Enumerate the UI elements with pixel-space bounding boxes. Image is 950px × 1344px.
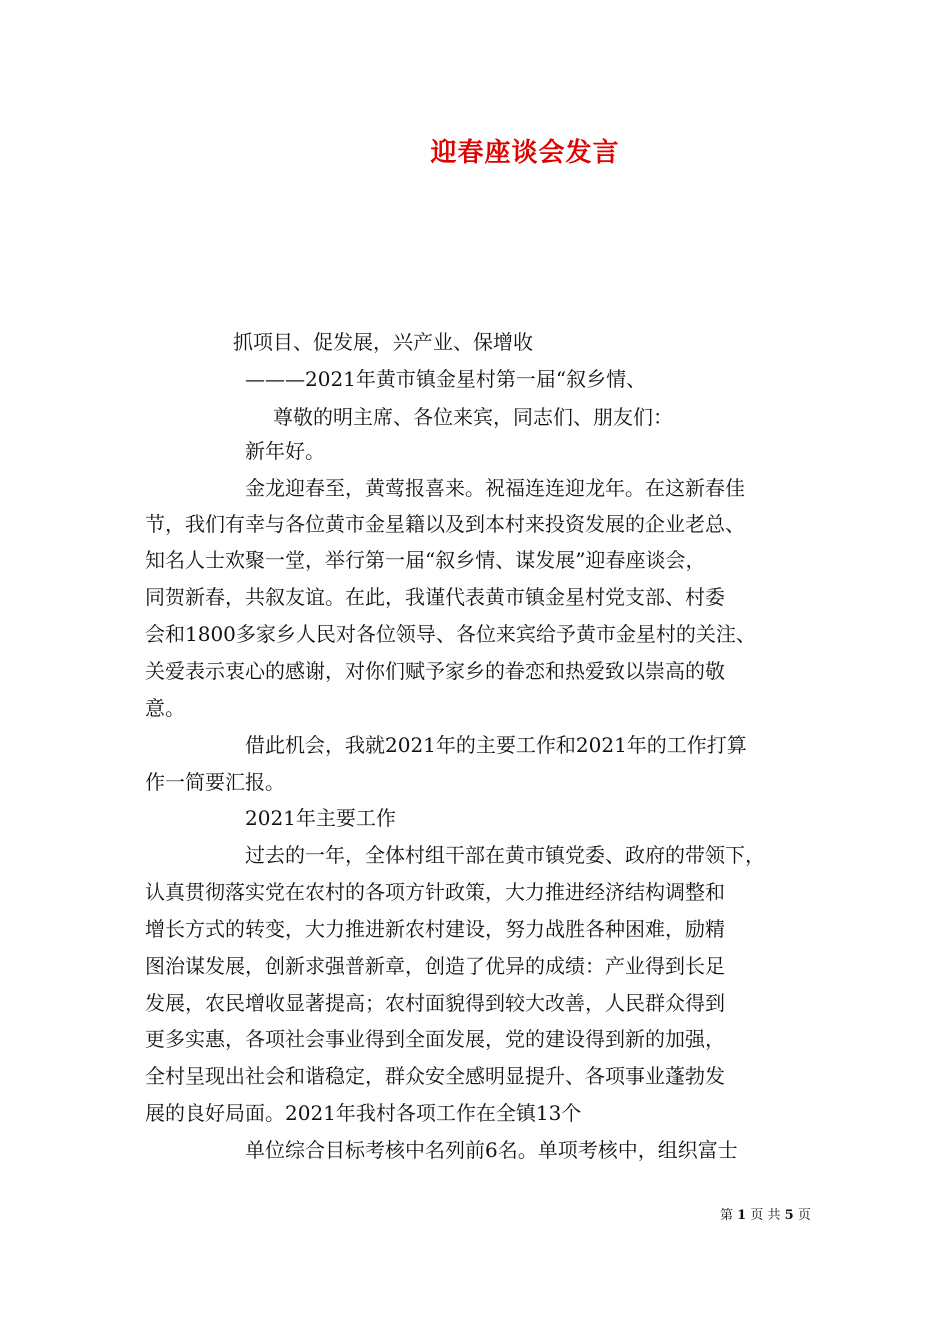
text-line-13: 作一简要汇报。 bbox=[145, 770, 285, 794]
text-line-5: 金龙迎春至，黄莺报喜来。祝福连连迎龙年。在这新春佳 bbox=[245, 476, 745, 500]
text-line-2: ———2021年黄市镇金星村第一届“叙乡情、 bbox=[245, 367, 647, 391]
footer-middle: 页 共 bbox=[750, 1208, 781, 1223]
document-title: 迎春座谈会发言 bbox=[430, 138, 620, 168]
text-line-19: 发展，农民增收显著提高；农村面貌得到较大改善，人民群众得到 bbox=[145, 991, 725, 1015]
text-line-1: 抓项目、促发展，兴产业、保增收 bbox=[233, 330, 533, 354]
text-line-17: 增长方式的转变，大力推进新农村建设，努力战胜各种困难，励精 bbox=[145, 917, 725, 941]
text-line-14: 2021年主要工作 bbox=[245, 806, 396, 830]
text-line-9: 会和1800多家乡人民对各位领导、各位来宾给予黄市金星村的关注、 bbox=[145, 622, 756, 646]
text-line-22: 展的良好局面。2021年我村各项工作在全镇13个 bbox=[145, 1101, 582, 1125]
text-line-12: 借此机会，我就2021年的主要工作和2021年的工作打算 bbox=[245, 733, 747, 757]
text-line-15: 过去的一年，全体村组干部在黄市镇党委、政府的带领下， bbox=[245, 843, 765, 867]
text-line-11: 意。 bbox=[145, 696, 185, 720]
text-line-3: 尊敬的明主席、各位来宾，同志们、朋友们： bbox=[273, 405, 673, 429]
text-line-4: 新年好。 bbox=[245, 439, 325, 463]
text-line-23: 单位综合目标考核中名列前6名。单项考核中，组织富士 bbox=[245, 1138, 738, 1162]
footer-total-pages: 5 bbox=[784, 1208, 794, 1223]
page-footer bbox=[720, 1204, 811, 1223]
text-line-16: 认真贯彻落实党在农村的各项方针政策，大力推进经济结构调整和 bbox=[145, 880, 725, 904]
text-line-8: 同贺新春，共叙友谊。在此，我谨代表黄市镇金星村党支部、村委 bbox=[145, 585, 725, 609]
text-line-18: 图治谋发展，创新求强普新章，创造了优异的成绩：产业得到长足 bbox=[145, 954, 725, 978]
text-line-6: 节，我们有幸与各位黄市金星籍以及到本村来投资发展的企业老总、 bbox=[145, 512, 745, 536]
text-line-21: 全村呈现出社会和谐稳定，群众安全感明显提升、各项事业蓬勃发 bbox=[145, 1064, 725, 1088]
footer-prefix: 第 bbox=[720, 1208, 734, 1223]
text-line-10: 关爱表示衷心的感谢，对你们赋予家乡的眷恋和热爱致以崇高的敬 bbox=[145, 659, 725, 683]
text-line-20: 更多实惠，各项社会事业得到全面发展，党的建设得到新的加强， bbox=[145, 1027, 725, 1051]
text-line-7: 知名人士欢聚一堂，举行第一届“叙乡情、谋发展”迎春座谈会， bbox=[145, 548, 706, 572]
footer-page-number: 1 bbox=[737, 1208, 747, 1223]
footer-suffix: 页 bbox=[797, 1208, 811, 1223]
